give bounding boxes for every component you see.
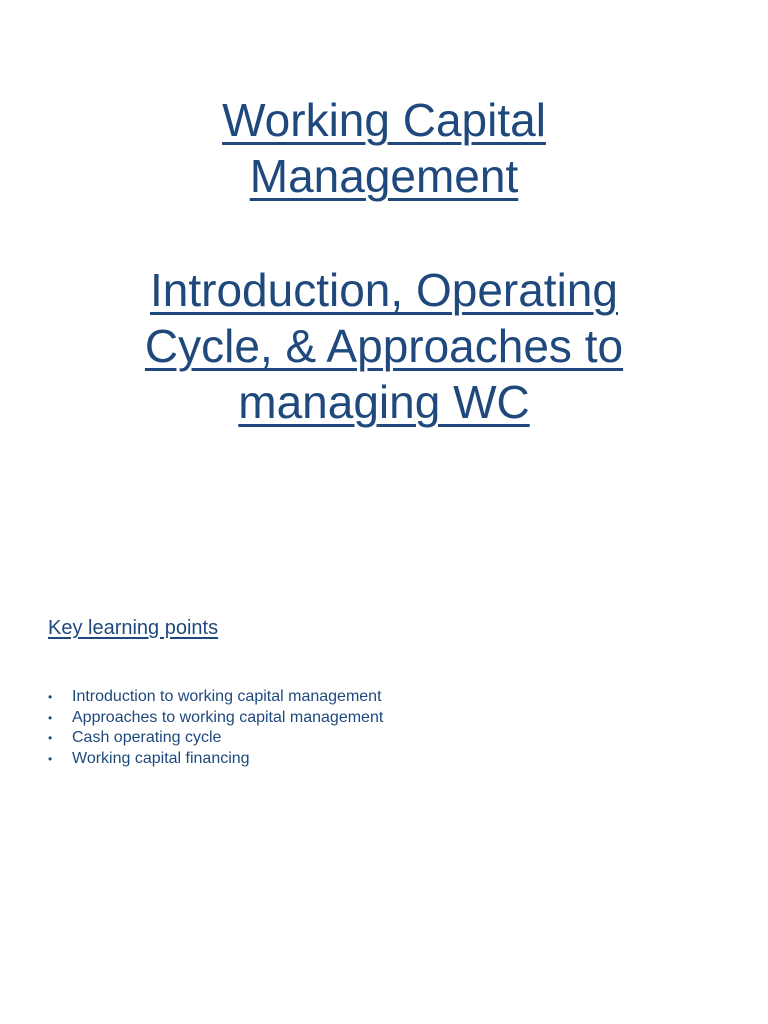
list-item bbox=[48, 728, 383, 749]
list-item bbox=[48, 708, 383, 729]
document-subtitle bbox=[0, 262, 768, 430]
list-item bbox=[48, 749, 383, 770]
document-title bbox=[0, 92, 768, 204]
subtitle-line: Cycle, & Approaches to bbox=[144, 320, 624, 372]
bullet-icon: • bbox=[48, 710, 53, 725]
subtitle-line: managing WC bbox=[238, 376, 530, 428]
list-item bbox=[48, 687, 383, 708]
title-line: Working Capital bbox=[222, 94, 546, 146]
list-item-text: Working capital financing bbox=[72, 749, 250, 767]
title-line: Management bbox=[249, 150, 519, 202]
key-learning-points-list bbox=[48, 687, 383, 769]
bullet-icon: • bbox=[48, 731, 53, 745]
bullet-icon: • bbox=[48, 751, 53, 766]
bullet-icon: • bbox=[48, 690, 53, 704]
list-item-text: Cash operating cycle bbox=[72, 729, 222, 746]
key-learning-points-heading: Key learning points bbox=[48, 617, 219, 639]
list-item-text: Introduction to working capital management bbox=[72, 688, 382, 705]
subtitle-line: Introduction, Operating bbox=[150, 264, 618, 316]
list-item-text: Approaches to working capital management bbox=[72, 708, 384, 726]
